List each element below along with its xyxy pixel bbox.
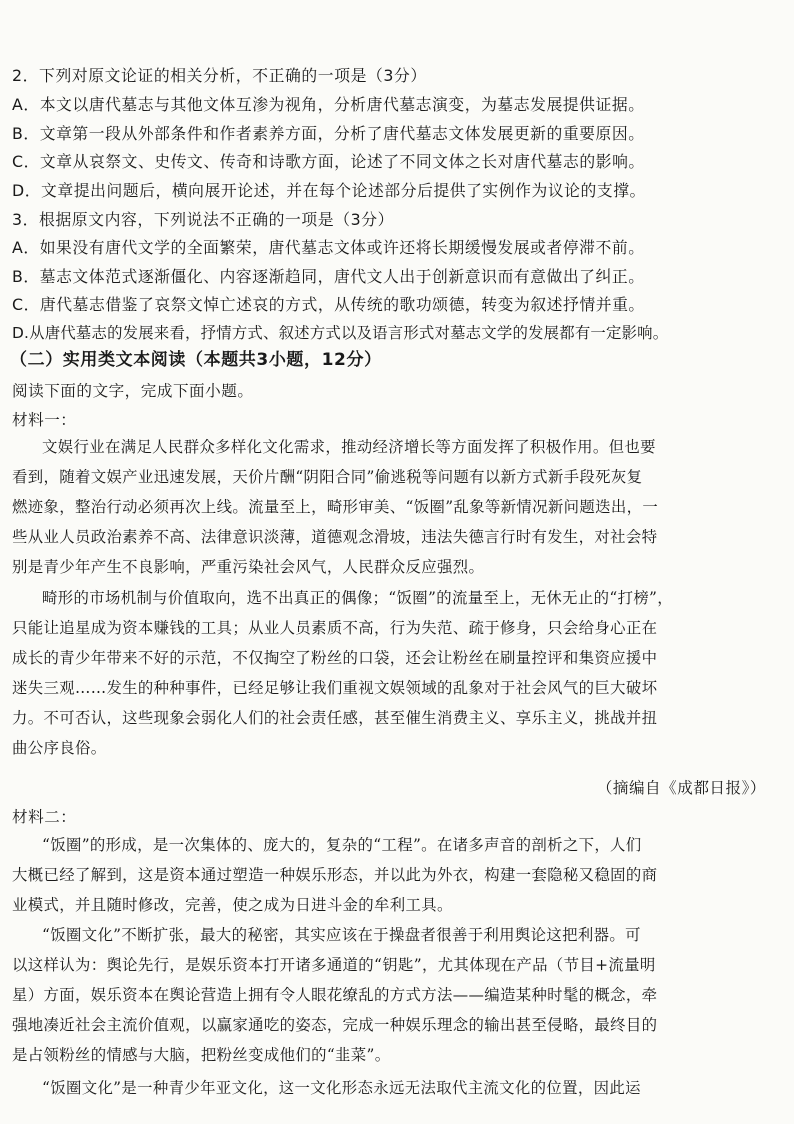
- material-2-line: “饭圈文化”不断扩张，最大的秘密，其实应该在于操盘者很善于利用舆论这把利器。可: [42, 926, 641, 944]
- material-1-line: 些从业人员政治素养不高、法律意识淡薄，道德观念滑坡，违法失德言行时有发生，对社会特: [12, 528, 658, 546]
- question-3-stem: 3．根据原文内容，下列说法不正确的一项是（3分）: [12, 210, 395, 229]
- material-2-line: 星）方面，娱乐资本在舆论营造上拥有令人眼花缭乱的方式方法——编造某种时髦的概念，牵: [12, 986, 658, 1004]
- material-2-line: “饭圈文化”是一种青少年亚文化，这一文化形态永远无法取代主流文化的位置，因此运: [42, 1079, 641, 1097]
- material-1-line: 畸形的市场机制与价值取向，选不出真正的偶像；“饭圈”的流量至上，无休无止的“打榜”，: [42, 589, 674, 607]
- material-1-label: 材料一：: [12, 411, 77, 429]
- material-2-line: 是占领粉丝的情感与大脑，把粉丝变成他们的“韭菜”。: [12, 1046, 391, 1064]
- section-title: （二）实用类文本阅读（本题共3小题，12分）: [10, 350, 382, 370]
- material-1-line: 迷失三观……发生的种种事件，已经足够让我们重视文娱领域的乱象对于社会风气的巨大破坏: [12, 679, 658, 697]
- material-2-label: 材料二：: [12, 808, 77, 826]
- material-2-line: 强地凑近社会主流价值观，以赢家通吃的姿态，完成一种娱乐理念的输出甚至侵略，最终目的: [12, 1016, 658, 1034]
- question-2-stem: 2．下列对原文论证的相关分析，不正确的一项是（3分）: [12, 66, 427, 85]
- material-2-line: 以这样认为：舆论先行，是娱乐资本打开诸多通道的“钥匙”，尤其体现在产品（节目+流量明: [12, 956, 656, 974]
- material-2-line: 大概已经了解到，这是资本通过塑造一种娱乐形态，并以此为外衣，构建一套隐秘又稳固的商: [12, 866, 658, 884]
- material-1-line: 别是青少年产生不良影响，严重污染社会风气，人民群众反应强烈。: [12, 558, 485, 576]
- material-1-line: 曲公序良俗。: [12, 739, 107, 757]
- question-3-option-c: C．唐代墓志借鉴了哀祭文悼亡述哀的方式，从传统的歌功颂德，转变为叙述抒情并重。: [12, 295, 645, 314]
- material-2-line: 业模式，并且随时修改，完善，使之成为日进斗金的牟利工具。: [12, 896, 453, 914]
- material-1-line: 看到，随着文娱产业迅速发展，天价片酬“阴阳合同”偷逃税等问题有以新方式新手段死灰复: [12, 468, 643, 486]
- material-1-line: 文娱行业在满足人民群众多样化文化需求，推动经济增长等方面发挥了积极作用。但也要: [42, 438, 656, 456]
- question-2-option-a: A．本文以唐代墓志与其他文体互渗为视角，分析唐代墓志演变，为墓志发展提供证据。: [12, 95, 645, 114]
- material-2-line: “饭圈”的形成，是一次集体的、庞大的，复杂的“工程”。在诸多声音的剖析之下，人们: [42, 836, 642, 854]
- material-1-source: （摘编自《成都日报》）: [596, 779, 766, 797]
- material-1-line: 只能让追星成为资本赚钱的工具；从业人员素质不高，行为失范、疏于修身，只会给身心正在: [12, 619, 658, 637]
- question-3-option-b: B．墓志文体范式逐渐僵化、内容逐渐趋同，唐代文人出于创新意识而有意做出了纠正。: [12, 267, 645, 286]
- section-instruction: 阅读下面的文字，完成下面小题。: [12, 382, 254, 400]
- question-2-option-d: D．文章提出问题后，横向展开论述，并在每个论述部分后提供了实例作为议论的支撑。: [12, 181, 646, 200]
- question-3-option-d: D.从唐代墓志的发展来看，抒情方式、叙述方式以及语言形式对墓志文学的发展都有一定影响。: [12, 324, 669, 342]
- material-1-line: 成长的青少年带来不好的示范，不仅掏空了粉丝的口袋，还会让粉丝在刷量控评和集资应援中: [12, 649, 658, 667]
- question-2-option-c: C．文章从哀祭文、史传文、传奇和诗歌方面，论述了不同文体之长对唐代墓志的影响。: [12, 152, 645, 171]
- question-3-option-a: A．如果没有唐代文学的全面繁荣，唐代墓志文体或许还将长期缓慢发展或者停滞不前。: [12, 238, 645, 257]
- material-1-line: 力。不可否认，这些现象会弱化人们的社会责任感，甚至催生消费主义、享乐主义，挑战并扭: [12, 709, 658, 727]
- question-2-option-b: B．文章第一段从外部条件和作者素养方面，分析了唐代墓志文体发展更新的重要原因。: [12, 124, 645, 143]
- material-1-line: 燃迹象，整治行动必须再次上线。流量至上，畸形审美、“饭圈”乱象等新情况新问题迭出，一: [12, 498, 659, 516]
